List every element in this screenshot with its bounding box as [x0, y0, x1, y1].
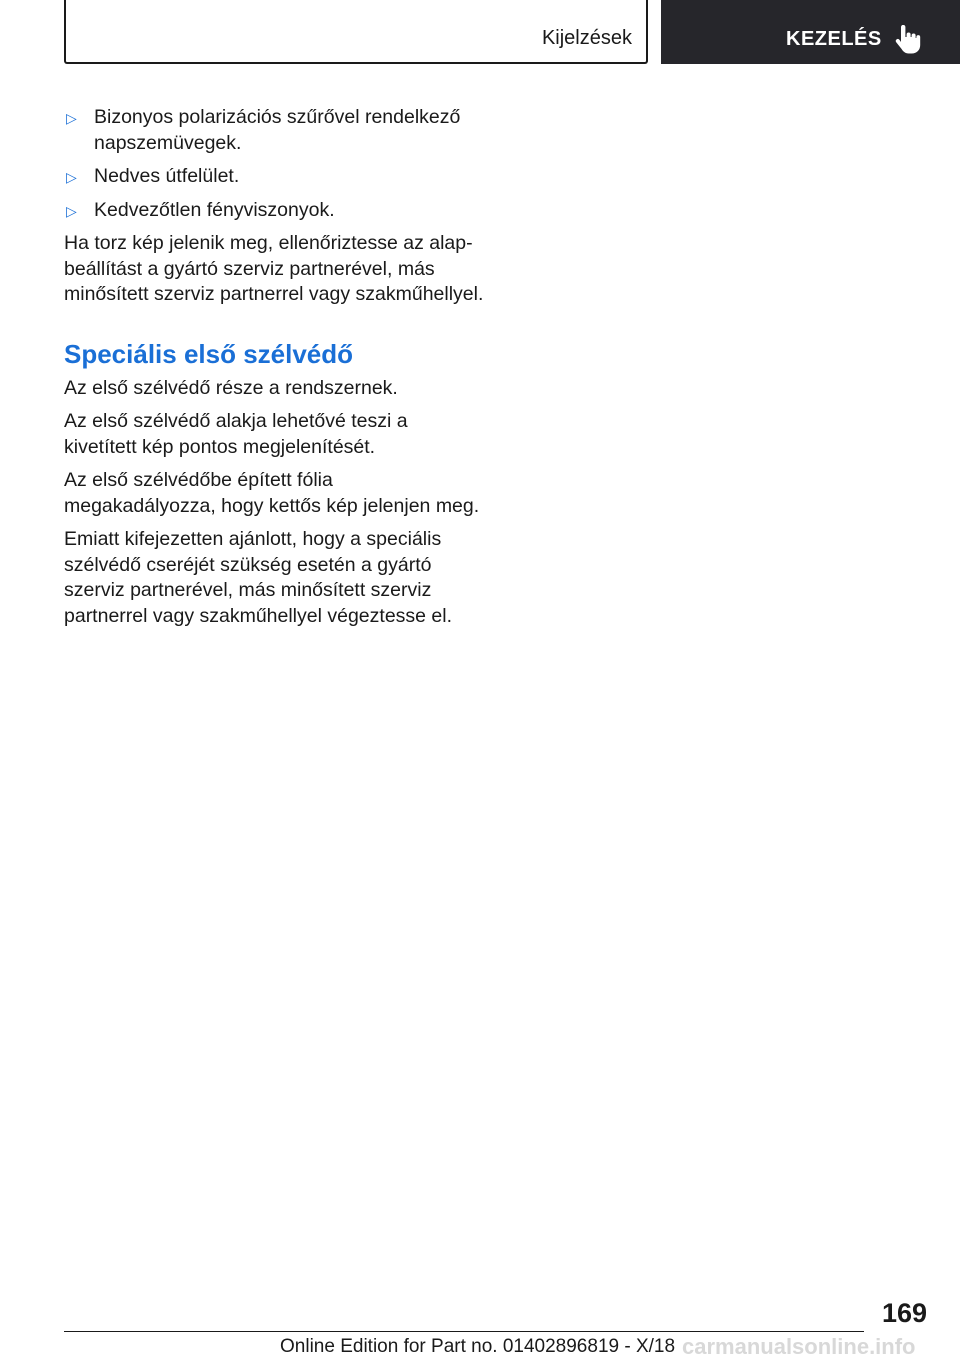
list-item-text: Kedvezőtlen fényviszonyok. [94, 198, 335, 221]
watermark: carmanualsonline.info [682, 1334, 916, 1359]
section-title: Kijelzések [541, 27, 632, 49]
body-paragraph: Az első szélvédő része a rendszernek. [64, 376, 398, 399]
list-item [64, 105, 484, 156]
section-heading: Speciális első szélvédő [64, 338, 354, 369]
footer-divider [64, 1331, 864, 1332]
page-number: 169 [881, 1298, 927, 1328]
triangle-bullet-icon: ▷ [66, 169, 77, 185]
chapter-title: KEZELÉS [786, 28, 882, 50]
list-item-text: Nedves útfelület. [94, 165, 240, 187]
triangle-bullet-icon: ▷ [66, 202, 77, 219]
list-item-text: Bizonyos polarizációs szűrővel rendelkező napszemüvegek. [94, 106, 461, 154]
hand-pointer-icon [895, 25, 921, 55]
body-paragraph: Emiatt kifejezetten ajánlott, hogy a speciális szélvédő cseréjét szükség esetén a gyártó szerviz partnerével, más minősített szerviz partnerrel vagy szakműhellyel végeztesse el. [64, 528, 453, 627]
body-paragraph: Az első szélvédőbe épített fólia megakadályozza, hogy kettős kép jelenjen meg. [64, 469, 480, 517]
list-item [64, 198, 484, 224]
page-content [64, 105, 484, 637]
chapter-tab [661, 0, 960, 64]
triangle-bullet-icon: ▷ [66, 110, 77, 126]
edition-text: Online Edition for Part no. 01402896819 - X/18 [280, 1336, 676, 1357]
body-paragraph: Az első szélvédő alakja lehetővé teszi a kivetített kép pontos megjelenítését. [64, 410, 408, 458]
list-item [64, 164, 484, 190]
header-section-box [64, 0, 648, 64]
intro-paragraph: Ha torz kép jelenik meg, ellenőriztesse az alapbeállítást a gyártó szerviz partnerével, más minősített szerviz partnerrel vagy szakműhellyel. [64, 232, 484, 305]
